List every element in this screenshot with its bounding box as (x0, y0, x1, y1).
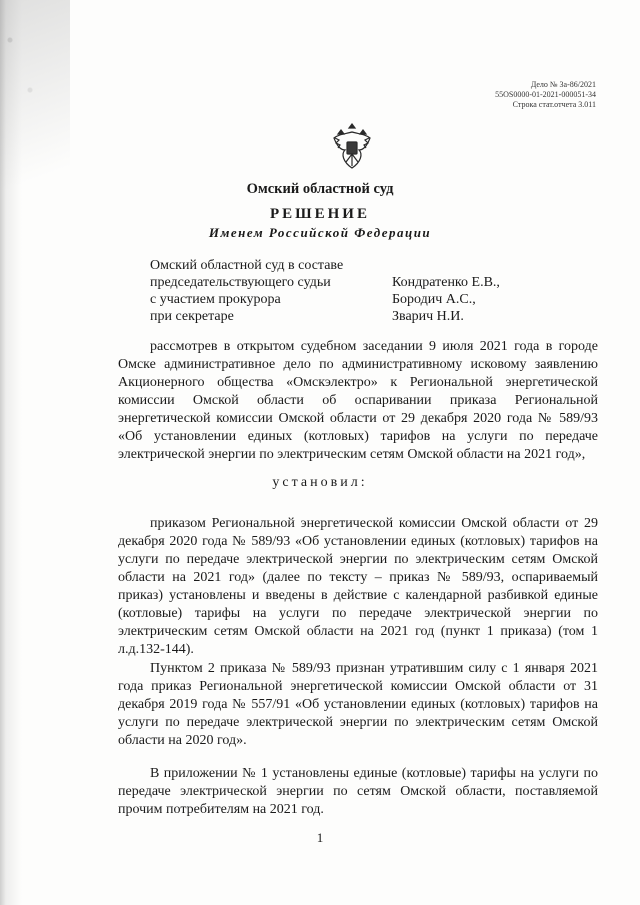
case-uid: 55OS0000-01-2021-000051-34 (495, 90, 596, 99)
decision-title: РЕШЕНИЕ (270, 206, 370, 222)
paragraph-3 (118, 765, 598, 819)
composition-role: Омский областной суд в составе (150, 258, 344, 273)
composition-row (150, 308, 570, 325)
composition-row (150, 257, 570, 274)
composition-row (150, 291, 570, 308)
paragraph-1 (118, 515, 598, 659)
report-line: Строка стат.отчета 3.011 (512, 100, 596, 109)
page-number: 1 (316, 830, 324, 845)
paragraph-2-text: Пунктом 2 приказа № 589/93 признан утратившим силу с 1 января 2021 года приказ Региональной энергетической комиссии Омской области от 31 декабря 2019 года № 557/91 «Об установлении единых (котловых) тарифов на услуги по передаче электрической энергии по электрическим сетям Омской области на 2020 год». (118, 661, 598, 748)
composition-role: председательствующего судьи (150, 275, 331, 290)
court-composition (150, 257, 570, 325)
composition-name: Кондратенко Е.В., (392, 275, 500, 290)
intro-paragraph (118, 338, 598, 464)
decision-subtitle: Именем Российской Федерации (208, 225, 432, 240)
case-info (495, 80, 596, 110)
composition-row (150, 274, 570, 291)
coat-of-arms-icon (331, 120, 373, 172)
ustanovil-heading: установил: (272, 475, 368, 490)
composition-name: Бородич А.С., (392, 292, 476, 307)
paragraph-2 (118, 660, 598, 750)
paragraph-3-text: В приложении № 1 установлены единые (котловые) тарифы на услуги по передаче электрической энергии по сетям Омской области, поставляемой прочим потребителям на 2021 год. (118, 766, 598, 817)
composition-role: при секретаре (150, 309, 234, 324)
court-name: Омский областной суд (246, 181, 394, 197)
composition-name (392, 257, 570, 274)
composition-name: Зварич Н.И. (392, 309, 464, 324)
case-number: Дело № 3а-86/2021 (530, 80, 596, 89)
composition-role: с участием прокурора (150, 292, 281, 307)
paragraph-1-text: приказом Региональной энергетической комиссии Омской области от 29 декабря 2020 года № 589/93 «Об установлении единых (котловых) тарифов на услуги по передаче электрической энергии по электрическим сетям Омской области на 2021 год» (далее по тексту – приказ № 589/93, оспариваемый приказ) установлены и введены в действие с календарной разбивкой единые (котловые) тарифы на услуги по передаче электрической энергии по электрическим сетям Омской области на 2021 год (пункт 1 приказа) (том 1 л.д.132-144). (118, 516, 598, 657)
intro-text: рассмотрев в открытом судебном заседании 9 июля 2021 года в городе Омске административное дело по административному исковому заявлению Акционерного общества «Омскэлектро» к Региональной энергетической комиссии Омской области об оспаривании приказа Региональной энергетической комиссии Омской области от 29 декабря 2020 года № 589/93 «Об установлении единых (котловых) тарифов на услуги по передаче электрической энергии по электрическим сетям Омской области на 2021 год», (118, 339, 598, 462)
